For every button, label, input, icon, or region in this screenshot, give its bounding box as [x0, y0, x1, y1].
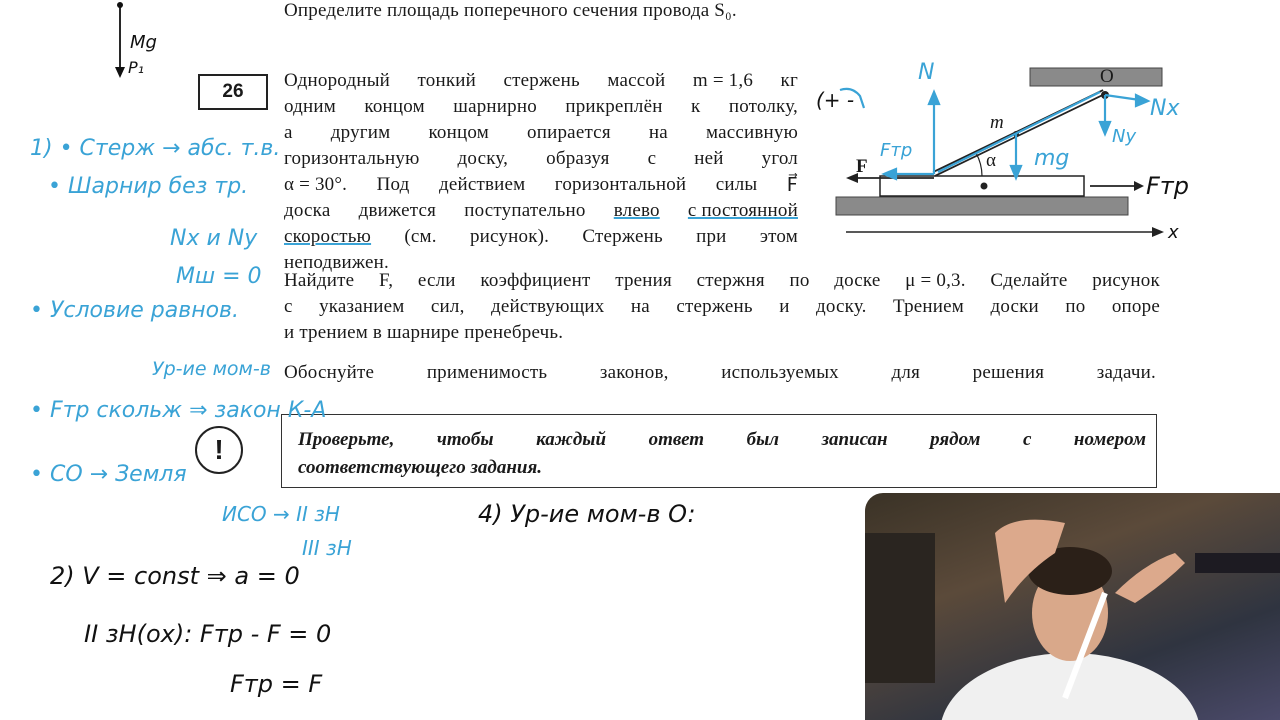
problem-word: на	[648, 122, 668, 143]
note-moment-zero: Mш = 0	[176, 264, 262, 289]
problem-word: указанием	[319, 296, 405, 317]
problem-word: и трением в шарнире пренебречь.	[284, 322, 564, 343]
problem-word: стержня	[696, 270, 765, 291]
label-x: x	[1168, 222, 1179, 243]
problem-word: а	[284, 122, 293, 143]
label-ftr-right: Fтр	[1146, 172, 1190, 200]
problem-word: решения	[972, 362, 1045, 383]
problem-word: стержень	[503, 70, 580, 91]
problem-word: скоростью	[284, 226, 372, 247]
problem-word: доске	[834, 270, 881, 291]
problem-word: Сделайте	[990, 270, 1068, 291]
problem-word: действующих	[490, 296, 605, 317]
note-third-law: III зН	[302, 536, 352, 560]
problem-word: к	[691, 96, 701, 117]
problem-word: горизонтальной	[554, 174, 687, 195]
ceiling	[1030, 68, 1162, 86]
problem-word: доски	[990, 296, 1039, 317]
problem-word: Стержень	[582, 226, 663, 247]
notice-word: чтобы	[436, 429, 494, 450]
problem-word: образуя	[546, 148, 610, 169]
problem-word: горизонтальную	[284, 148, 420, 169]
note-rigid-body: 1) • Стерж → абс. т.в.	[30, 136, 281, 161]
note-frame: • СО → Земля	[30, 462, 187, 487]
previous-problem-line: Определите площадь поперечного сечения провода S₀.	[284, 0, 737, 21]
exclamation-icon: !	[195, 426, 243, 474]
problem-word: действием	[438, 174, 526, 195]
label-ny: Ny	[1112, 126, 1137, 147]
problem-word: для	[891, 362, 921, 383]
label-ftr-blue: Fтр	[880, 140, 913, 161]
problem-word: по	[789, 270, 810, 291]
problem-word: ней	[694, 148, 724, 169]
support-floor	[836, 197, 1128, 215]
problem-word: Трением	[893, 296, 965, 317]
problem-number: 26	[198, 74, 268, 110]
label-m: m	[990, 112, 1004, 133]
problem-word: (см.	[404, 226, 437, 247]
problem-word: с	[647, 148, 657, 169]
problem-word: рисунок).	[469, 226, 550, 247]
note-inertial: ИСО → II зН	[222, 502, 340, 526]
problem-word: массивную	[706, 122, 798, 143]
notice-word: с	[1022, 429, 1032, 450]
problem-word: движется	[358, 200, 437, 221]
notice-word: рядом	[930, 429, 981, 450]
problem-word: концом	[428, 122, 489, 143]
problem-word: влево	[613, 200, 660, 221]
notice-word: каждый	[536, 429, 607, 450]
notice-word: Проверьте,	[298, 429, 395, 450]
solution-step-2: 2) V = const ⇒ a = 0	[50, 562, 300, 590]
problem-word: коэффициент	[480, 270, 591, 291]
sketch-mg: Mg	[130, 32, 157, 53]
presenter-figure	[865, 493, 1280, 720]
problem-word: кг	[780, 70, 798, 91]
problem-word: одним	[284, 96, 336, 117]
notice-word: номером	[1073, 429, 1146, 450]
label-nx: Nx	[1150, 96, 1180, 121]
problem-word: если	[417, 270, 456, 291]
problem-word: другим	[330, 122, 391, 143]
problem-word: используемых	[721, 362, 839, 383]
problem-word: опирается	[527, 122, 611, 143]
problem-word: и	[779, 296, 790, 317]
problem-word: этом	[759, 226, 798, 247]
problem-word: на	[630, 296, 650, 317]
notice-word: был	[746, 429, 780, 450]
problem-word: m = 1,6	[692, 70, 754, 91]
problem-word: Однородный	[284, 70, 391, 91]
problem-word: применимость	[426, 362, 548, 383]
label-n: N	[918, 60, 935, 85]
solution-newton-2: II зН(ox): Fтр - F = 0	[84, 620, 332, 648]
board-center-dot	[981, 183, 988, 190]
label-alpha: α	[986, 150, 997, 171]
notice-word: ответ	[648, 429, 705, 450]
problem-word: по	[1065, 296, 1086, 317]
problem-word: с	[284, 296, 293, 317]
problem-word: шарнирно	[453, 96, 537, 117]
note-nx-ny: Nx и Ny	[170, 226, 258, 251]
problem-word: опоре	[1111, 296, 1160, 317]
problem-word: с постоянной	[687, 200, 798, 221]
problem-word: силы	[715, 174, 758, 195]
problem-word: стержень	[676, 296, 753, 317]
note-moment-eq: Ур-ие мом-в	[152, 358, 271, 380]
problem-word: μ = 0,3.	[905, 270, 966, 291]
sketch-p1: P₁	[128, 58, 145, 77]
notice-line-2: соответствующего задания.	[298, 457, 542, 478]
solution-result: Fтр = F	[230, 670, 323, 698]
label-mg: mg	[1034, 146, 1070, 171]
problem-word: F,	[378, 270, 394, 291]
problem-word: угол	[761, 148, 798, 169]
problem-word: сил,	[430, 296, 465, 317]
problem-word: трения	[615, 270, 672, 291]
problem-word: доску,	[457, 148, 509, 169]
problem-word: доску.	[816, 296, 867, 317]
note-equilibrium: • Условие равнов.	[30, 298, 239, 323]
problem-word: задачи.	[1096, 362, 1156, 383]
problem-word: при	[696, 226, 727, 247]
problem-word: доска	[284, 200, 331, 221]
problem-word: Найдите	[284, 270, 355, 291]
problem-word: прикреплён	[565, 96, 663, 117]
notice-word: записан	[821, 429, 888, 450]
problem-word: массой	[607, 70, 666, 91]
problem-word: законов,	[599, 362, 669, 383]
problem-word: Под	[376, 174, 410, 195]
note-friction: • Fтр скольж ⇒ закон К-А	[30, 398, 327, 423]
problem-word: тонкий	[417, 70, 476, 91]
label-sign: (+ -	[816, 88, 855, 112]
problem-word: рисунок	[1092, 270, 1160, 291]
problem-word: F⃗	[786, 175, 798, 196]
problem-word: концом	[364, 96, 425, 117]
label-o: O	[1100, 66, 1114, 87]
problem-word: поступательно	[464, 200, 586, 221]
webcam-overlay	[865, 493, 1280, 720]
solution-step-4: 4) Ур-ие мом-в O:	[478, 500, 696, 528]
problem-word: потолку,	[728, 96, 798, 117]
label-f: F	[856, 156, 868, 177]
problem-word: неподвижен.	[284, 252, 389, 273]
problem-word: Обоснуйте	[284, 362, 375, 383]
problem-word: α = 30°.	[284, 174, 348, 195]
note-hinge: • Шарнир без тр.	[48, 174, 249, 199]
